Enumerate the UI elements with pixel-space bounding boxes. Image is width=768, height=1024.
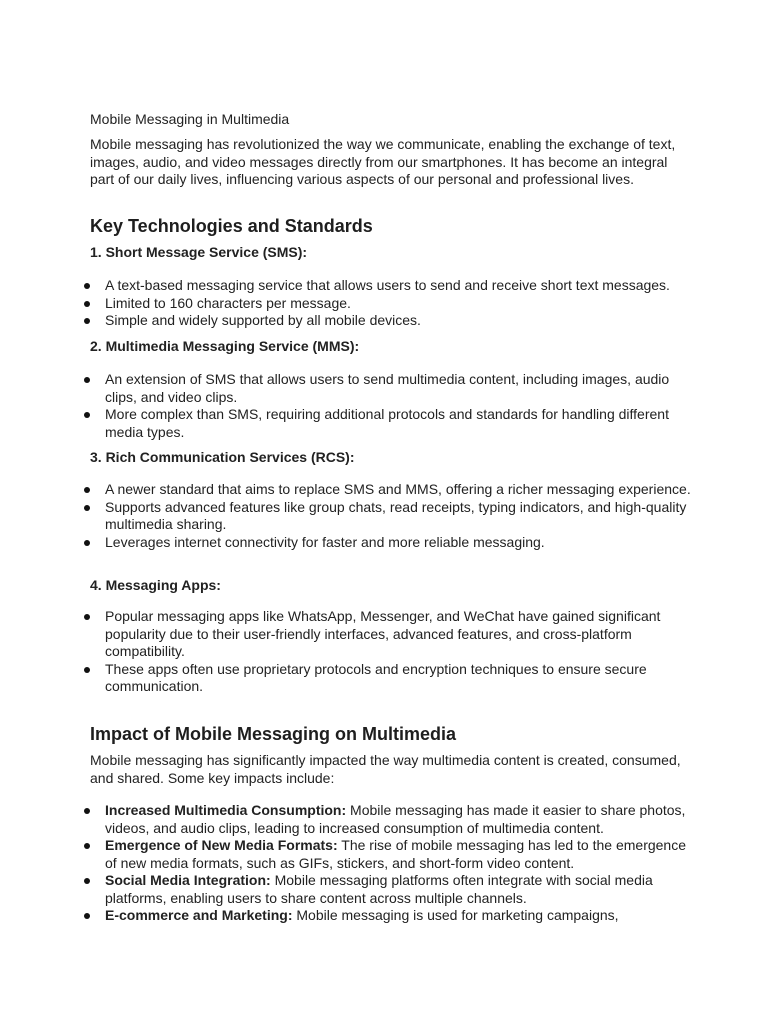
impact-term: Social Media Integration: [105,872,271,888]
list-item: An extension of SMS that allows users to send multimedia content, including images, audio clips, and video clips. [0,371,700,406]
list-item: More complex than SMS, requiring additional protocols and standards for handling different media types. [0,406,700,441]
list-item: A newer standard that aims to replace SMS and MMS, offering a richer messaging experience. [0,481,700,499]
list-item [0,837,700,872]
mms-bullet-list [0,371,700,441]
document-title: Mobile Messaging in Multimedia [90,111,290,127]
list-item [0,907,700,925]
list-item: Popular messaging apps like WhatsApp, Messenger, and WeChat have gained significant popularity due to their user-friendly interfaces, advanced features, and cross-platform compatibility. [0,608,700,661]
list-item: Leverages internet connectivity for faster and more reliable messaging. [0,534,700,552]
impact-description: Mobile messaging has made it easier to share photos, videos, and audio clips, leading to increased consumption of multimedia content. [105,802,686,836]
subheading-mms: 2. Multimedia Messaging Service (MMS): [90,338,360,354]
subheading-sms: 1. Short Message Service (SMS): [90,244,308,260]
list-item: These apps often use proprietary protocols and encryption techniques to ensure secure communication. [0,661,700,696]
impact-bullet-list [0,802,700,925]
impact-description: The rise of mobile messaging has led to the emergence of new media formats, such as GIFs, stickers, and short-form video content. [105,837,687,871]
list-item: Limited to 160 characters per message. [0,295,700,313]
intro-paragraph: Mobile messaging has revolutionized the way we communicate, enabling the exchange of text, images, audio, and video messages directly from our smartphones. It has become an integral part of our daily lives, influencing various aspects of our personal and professional lives. [90,136,676,187]
impact-term: E-commerce and Marketing: [105,907,293,923]
list-item: A text-based messaging service that allows users to send and receive short text messages. [0,277,700,295]
impact-description: Mobile messaging platforms often integrate with social media platforms, enabling users to share content across multiple channels. [105,872,653,906]
subheading-messaging-apps: 4. Messaging Apps: [90,577,221,593]
impact-term: Emergence of New Media Formats: [105,837,338,853]
section-heading-impact: Impact of Mobile Messaging on Multimedia [90,724,457,744]
section-heading-key-technologies: Key Technologies and Standards [90,216,373,236]
subheading-rcs: 3. Rich Communication Services (RCS): [90,449,355,465]
list-item: Supports advanced features like group chats, read receipts, typing indicators, and high-quality multimedia sharing. [0,499,700,534]
list-item [0,802,700,837]
list-item [0,872,700,907]
sms-bullet-list [0,277,700,330]
impact-intro-paragraph: Mobile messaging has significantly impacted the way multimedia content is created, consumed, and shared. Some key impacts include: [90,752,681,786]
list-item: Simple and widely supported by all mobile devices. [0,312,700,330]
rcs-bullet-list [0,481,700,551]
impact-term: Increased Multimedia Consumption: [105,802,347,818]
impact-description: Mobile messaging is used for marketing campaigns, [292,907,619,923]
messaging-apps-bullet-list [0,608,700,696]
